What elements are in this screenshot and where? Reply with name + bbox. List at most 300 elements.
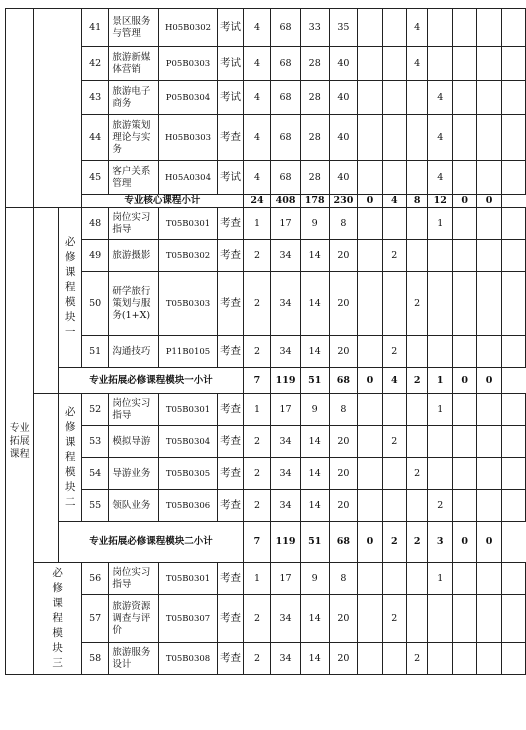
term-hours: [428, 336, 453, 368]
term-hours: [501, 336, 525, 368]
term-hours: [406, 161, 427, 195]
term-hours: [453, 394, 477, 426]
practice-hours: 20: [329, 458, 358, 490]
total-hours: 68: [271, 9, 301, 47]
table-row: [6, 458, 526, 490]
course-code: H05B0303: [158, 115, 218, 161]
theory-hours: 14: [300, 490, 329, 522]
table-row: [6, 336, 526, 368]
table-row: [6, 426, 526, 458]
term-hours: [406, 426, 427, 458]
course-no: 55: [81, 490, 108, 522]
subtotal-value: 68: [329, 522, 358, 563]
term-hours: [358, 208, 382, 240]
term-hours: [406, 240, 427, 272]
exam-type: 考试: [218, 9, 243, 47]
subtotal-value: 2: [406, 522, 427, 563]
theory-hours: 33: [300, 9, 329, 47]
course-no: 52: [81, 394, 108, 426]
course-code: P11B0105: [158, 336, 218, 368]
subtotal-value: 51: [300, 368, 329, 394]
term-hours: [358, 336, 382, 368]
term-hours: [406, 563, 427, 595]
credit: 2: [243, 426, 270, 458]
term-hours: [501, 563, 525, 595]
subtotal-value: 0: [453, 522, 477, 563]
credit: 2: [243, 595, 270, 643]
course-no: 48: [81, 208, 108, 240]
term-hours: 2: [406, 458, 427, 490]
theory-hours: 9: [300, 394, 329, 426]
practice-hours: 20: [329, 490, 358, 522]
practice-hours: 20: [329, 240, 358, 272]
practice-hours: 20: [329, 643, 358, 675]
table-row: [6, 595, 526, 643]
total-hours: 17: [271, 563, 301, 595]
exam-type: 考查: [218, 490, 243, 522]
course-code: T05B0307: [158, 595, 218, 643]
theory-hours: 28: [300, 81, 329, 115]
credit: 4: [243, 47, 270, 81]
term-hours: [406, 490, 427, 522]
term-hours: [358, 272, 382, 336]
course-code: T05B0303: [158, 272, 218, 336]
term-hours: 1: [428, 394, 453, 426]
term-hours: [501, 272, 525, 336]
term-hours: [382, 643, 406, 675]
blank-cell: [34, 208, 59, 394]
total-hours: 34: [271, 272, 301, 336]
term-hours: [453, 272, 477, 336]
term-hours: [406, 81, 427, 115]
term-hours: [382, 47, 406, 81]
course-no: 41: [81, 9, 108, 47]
term-hours: 1: [428, 208, 453, 240]
term-hours: [477, 47, 501, 81]
term-hours: [501, 47, 525, 81]
course-no: 58: [81, 643, 108, 675]
subtotal-value: 51: [300, 522, 329, 563]
term-hours: [453, 595, 477, 643]
course-code: H05B0302: [158, 9, 218, 47]
table-row: [6, 47, 526, 81]
term-hours: [428, 643, 453, 675]
term-hours: [453, 336, 477, 368]
theory-hours: 28: [300, 115, 329, 161]
term-hours: [501, 115, 525, 161]
table-row: [6, 81, 526, 115]
blank-cell: [6, 9, 34, 208]
term-hours: [382, 161, 406, 195]
term-hours: [501, 595, 525, 643]
term-hours: [453, 240, 477, 272]
term-hours: [477, 240, 501, 272]
term-hours: [477, 115, 501, 161]
term-hours: [428, 240, 453, 272]
term-hours: [501, 208, 525, 240]
term-hours: [358, 490, 382, 522]
term-hours: [477, 336, 501, 368]
exam-type: 考试: [218, 81, 243, 115]
practice-hours: 20: [329, 595, 358, 643]
total-hours: 17: [271, 208, 301, 240]
total-hours: 34: [271, 458, 301, 490]
theory-hours: 14: [300, 643, 329, 675]
course-no: 49: [81, 240, 108, 272]
credit: 1: [243, 563, 270, 595]
credit: 1: [243, 208, 270, 240]
exam-type: 考查: [218, 458, 243, 490]
subtotal-value: 0: [358, 522, 382, 563]
term-hours: [501, 458, 525, 490]
term-hours: [358, 81, 382, 115]
term-hours: 4: [406, 47, 427, 81]
theory-hours: 14: [300, 595, 329, 643]
table-row: [6, 195, 526, 208]
exam-type: 考查: [218, 336, 243, 368]
term-hours: 2: [382, 595, 406, 643]
table-row: [6, 9, 526, 47]
term-hours: [501, 81, 525, 115]
term-hours: [477, 595, 501, 643]
table-row: [6, 208, 526, 240]
exam-type: 考查: [218, 272, 243, 336]
term-hours: [428, 426, 453, 458]
term-hours: [477, 161, 501, 195]
credit: 1: [243, 394, 270, 426]
exam-type: 考查: [218, 563, 243, 595]
subtotal-label: 专业拓展必修课程模块二小计: [59, 522, 243, 563]
subtotal-value: 119: [271, 522, 301, 563]
course-code: P05B0304: [158, 81, 218, 115]
subtotal-value: 12: [428, 195, 453, 208]
exam-type: 考试: [218, 47, 243, 81]
term-hours: [382, 490, 406, 522]
course-no: 42: [81, 47, 108, 81]
course-code: H05A0304: [158, 161, 218, 195]
term-hours: [358, 595, 382, 643]
table-row: [6, 490, 526, 522]
course-code: T05B0304: [158, 426, 218, 458]
theory-hours: 9: [300, 563, 329, 595]
curriculum-table: [5, 8, 526, 675]
subtotal-value: 0: [358, 195, 382, 208]
course-no: 51: [81, 336, 108, 368]
course-no: 43: [81, 81, 108, 115]
term-hours: 2: [406, 272, 427, 336]
subtotal-value: 4: [382, 195, 406, 208]
theory-hours: 14: [300, 336, 329, 368]
term-hours: [358, 9, 382, 47]
term-hours: 4: [428, 161, 453, 195]
course-name: 模拟导游: [109, 426, 158, 458]
course-no: 45: [81, 161, 108, 195]
term-hours: [453, 9, 477, 47]
subtotal-value: 0: [358, 368, 382, 394]
course-no: 44: [81, 115, 108, 161]
credit: 2: [243, 490, 270, 522]
course-name: 客户关系管理: [109, 161, 158, 195]
term-hours: [358, 240, 382, 272]
practice-hours: 35: [329, 9, 358, 47]
subtotal-value: 408: [271, 195, 301, 208]
course-code: T05B0308: [158, 643, 218, 675]
course-name: 岗位实习指导: [109, 563, 158, 595]
term-hours: 4: [428, 81, 453, 115]
practice-hours: 20: [329, 272, 358, 336]
course-no: 53: [81, 426, 108, 458]
table-row: [6, 563, 526, 595]
total-hours: 34: [271, 336, 301, 368]
total-hours: 34: [271, 426, 301, 458]
term-hours: 4: [428, 115, 453, 161]
term-hours: [453, 47, 477, 81]
term-hours: 4: [406, 9, 427, 47]
practice-hours: 40: [329, 81, 358, 115]
term-hours: [406, 394, 427, 426]
subtotal-value: 119: [271, 368, 301, 394]
exam-type: 考查: [218, 643, 243, 675]
subtotal-value: 7: [243, 368, 270, 394]
course-no: 54: [81, 458, 108, 490]
exam-type: 考查: [218, 426, 243, 458]
term-hours: [453, 161, 477, 195]
table-row: [6, 240, 526, 272]
term-hours: [358, 458, 382, 490]
exam-type: 考查: [218, 595, 243, 643]
course-name: 旅游服务设计: [109, 643, 158, 675]
term-hours: [406, 115, 427, 161]
practice-hours: 40: [329, 115, 358, 161]
course-name: 领队业务: [109, 490, 158, 522]
term-hours: [428, 272, 453, 336]
term-hours: [453, 81, 477, 115]
exam-type: 考查: [218, 208, 243, 240]
term-hours: 2: [382, 426, 406, 458]
total-hours: 34: [271, 643, 301, 675]
total-hours: 34: [271, 240, 301, 272]
course-name: 岗位实习指导: [109, 208, 158, 240]
credit: 4: [243, 161, 270, 195]
exam-type: 考查: [218, 394, 243, 426]
credit: 2: [243, 458, 270, 490]
total-hours: 68: [271, 161, 301, 195]
term-hours: [382, 272, 406, 336]
term-hours: [358, 47, 382, 81]
table-row: [6, 368, 526, 394]
term-hours: [406, 595, 427, 643]
practice-hours: 8: [329, 563, 358, 595]
term-hours: [453, 458, 477, 490]
term-hours: [477, 643, 501, 675]
term-hours: [501, 394, 525, 426]
subtotal-label: 专业拓展必修课程模块一小计: [59, 368, 243, 394]
course-code: T05B0302: [158, 240, 218, 272]
course-name: 沟通技巧: [109, 336, 158, 368]
subtotal-value: 4: [382, 368, 406, 394]
course-code: T05B0301: [158, 208, 218, 240]
practice-hours: 8: [329, 208, 358, 240]
course-name: 岗位实习指导: [109, 394, 158, 426]
term-hours: [453, 490, 477, 522]
practice-hours: 8: [329, 394, 358, 426]
term-hours: [406, 208, 427, 240]
practice-hours: 40: [329, 161, 358, 195]
course-name: 景区服务与管理: [109, 9, 158, 47]
subtotal-value: 0: [453, 195, 477, 208]
theory-hours: 14: [300, 426, 329, 458]
term-hours: [477, 426, 501, 458]
term-hours: [501, 9, 525, 47]
subtotal-value: 3: [428, 522, 453, 563]
term-hours: [501, 240, 525, 272]
term-hours: [428, 47, 453, 81]
subtotal-value: 2: [406, 368, 427, 394]
term-hours: 2: [382, 336, 406, 368]
practice-hours: 20: [329, 426, 358, 458]
total-hours: 68: [271, 81, 301, 115]
practice-hours: 20: [329, 336, 358, 368]
credit: 2: [243, 336, 270, 368]
term-hours: [358, 563, 382, 595]
term-hours: [477, 563, 501, 595]
term-hours: 1: [428, 563, 453, 595]
theory-hours: 28: [300, 47, 329, 81]
term-hours: [428, 458, 453, 490]
subtotal-value: 0: [453, 368, 477, 394]
theory-hours: 14: [300, 240, 329, 272]
course-code: T05B0305: [158, 458, 218, 490]
term-hours: [358, 161, 382, 195]
term-hours: [382, 81, 406, 115]
credit: 4: [243, 115, 270, 161]
course-code: T05B0306: [158, 490, 218, 522]
term-hours: [382, 115, 406, 161]
table-row: [6, 643, 526, 675]
blank-cell: [34, 9, 82, 208]
term-hours: [477, 9, 501, 47]
subtotal-value: 7: [243, 522, 270, 563]
module-label: 必 修 课 程 模 块 一: [59, 208, 82, 368]
module-label: 必 修 课 程 模 块 二: [59, 394, 82, 522]
term-hours: [477, 394, 501, 426]
table-row: [6, 161, 526, 195]
subtotal-value: 178: [300, 195, 329, 208]
credit: 2: [243, 272, 270, 336]
credit: 2: [243, 643, 270, 675]
term-hours: [453, 643, 477, 675]
term-hours: [406, 336, 427, 368]
table-row: [6, 272, 526, 336]
subtotal-label: 专业核心课程小计: [81, 195, 243, 208]
exam-type: 考试: [218, 161, 243, 195]
term-hours: [501, 161, 525, 195]
total-hours: 34: [271, 490, 301, 522]
subtotal-value: 8: [406, 195, 427, 208]
subtotal-value: 0: [477, 195, 501, 208]
subtotal-value: 2: [382, 522, 406, 563]
course-code: T05B0301: [158, 394, 218, 426]
term-hours: [358, 643, 382, 675]
credit: 4: [243, 81, 270, 115]
term-hours: [501, 426, 525, 458]
course-code: T05B0301: [158, 563, 218, 595]
practice-hours: 40: [329, 47, 358, 81]
course-name: 旅游摄影: [109, 240, 158, 272]
term-hours: [477, 81, 501, 115]
subtotal-value: 24: [243, 195, 270, 208]
exam-type: 考查: [218, 115, 243, 161]
credit: 4: [243, 9, 270, 47]
term-hours: [501, 490, 525, 522]
course-name: 研学旅行策划与服务(1+X): [109, 272, 158, 336]
subtotal-value: 68: [329, 368, 358, 394]
course-no: 57: [81, 595, 108, 643]
total-hours: 68: [271, 47, 301, 81]
course-name: 旅游电子商务: [109, 81, 158, 115]
term-hours: [382, 563, 406, 595]
term-hours: [453, 115, 477, 161]
subtotal-value: 230: [329, 195, 358, 208]
term-hours: [453, 426, 477, 458]
table-row: [6, 115, 526, 161]
term-hours: [382, 458, 406, 490]
term-hours: [428, 9, 453, 47]
term-hours: 2: [406, 643, 427, 675]
term-hours: [477, 490, 501, 522]
term-hours: [358, 394, 382, 426]
category-label: 专业拓展课程: [6, 208, 34, 675]
course-code: P05B0303: [158, 47, 218, 81]
subtotal-value: 1: [428, 368, 453, 394]
credit: 2: [243, 240, 270, 272]
total-hours: 17: [271, 394, 301, 426]
blank-cell: [34, 394, 59, 563]
term-hours: [477, 208, 501, 240]
course-name: 旅游资源调查与评价: [109, 595, 158, 643]
term-hours: [382, 9, 406, 47]
subtotal-value: 0: [477, 522, 501, 563]
theory-hours: 28: [300, 161, 329, 195]
term-hours: [358, 115, 382, 161]
term-hours: [477, 458, 501, 490]
term-hours: [453, 208, 477, 240]
course-no: 56: [81, 563, 108, 595]
exam-type: 考查: [218, 240, 243, 272]
course-name: 旅游策划理论与实务: [109, 115, 158, 161]
total-hours: 34: [271, 595, 301, 643]
term-hours: [477, 272, 501, 336]
term-hours: [428, 595, 453, 643]
term-hours: [382, 208, 406, 240]
term-hours: [382, 394, 406, 426]
theory-hours: 14: [300, 458, 329, 490]
table-row: [6, 394, 526, 426]
course-name: 导游业务: [109, 458, 158, 490]
theory-hours: 9: [300, 208, 329, 240]
term-hours: 2: [382, 240, 406, 272]
term-hours: [453, 563, 477, 595]
table-row: [6, 522, 526, 563]
module-label: 必 修 课 程 模 块 三: [34, 563, 82, 675]
subtotal-value: 0: [477, 368, 501, 394]
term-hours: 2: [428, 490, 453, 522]
term-hours: [358, 426, 382, 458]
course-name: 旅游新媒体营销: [109, 47, 158, 81]
term-hours: [501, 643, 525, 675]
theory-hours: 14: [300, 272, 329, 336]
total-hours: 68: [271, 115, 301, 161]
